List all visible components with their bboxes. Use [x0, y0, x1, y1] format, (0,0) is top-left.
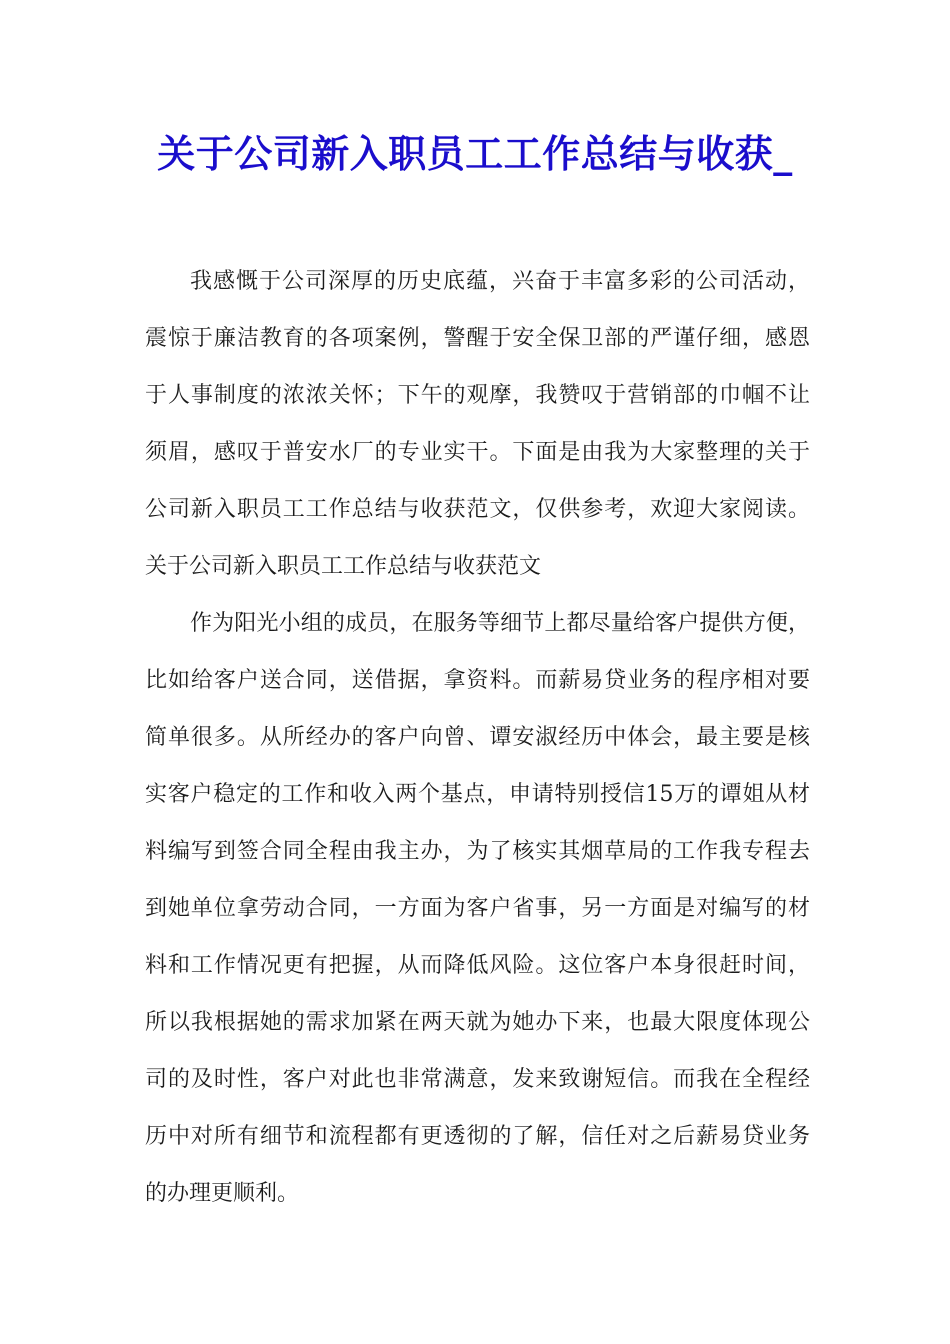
body-line-8: 所以我根据她的需求加紧在两天就为她办下来，也最大限度体现公 [145, 1010, 810, 1035]
body-line-6: 到她单位拿劳动合同，一方面为客户省事，另一方面是对编写的材 [145, 896, 810, 921]
body-line-4: 实客户稳定的工作和收入两个基点，申请特别授信15万的谭姐从材 [145, 782, 810, 807]
body-line-1: 作为阳光小组的成员，在服务等细节上都尽量给客户提供方便， [190, 611, 810, 636]
document-title: 关于公司新入职员工工作总结与收获_ [157, 131, 793, 176]
section-heading: 关于公司新入职员工工作总结与收获范文 [145, 554, 542, 579]
body-line-10: 历中对所有细节和流程都有更透彻的了解，信任对之后薪易贷业务 [145, 1124, 810, 1149]
intro-line-3: 于人事制度的浓浓关怀；下午的观摩，我赞叹于营销部的巾帼不让 [145, 383, 810, 408]
intro-line-1: 我感慨于公司深厚的历史底蕴，兴奋于丰富多彩的公司活动， [190, 269, 810, 294]
intro-line-4: 须眉，感叹于普安水厂的专业实干。下面是由我为大家整理的关于 [145, 440, 810, 465]
body-line-11: 的办理更顺利。 [145, 1181, 300, 1206]
intro-line-5: 公司新入职员工工作总结与收获范文，仅供参考，欢迎大家阅读。 [145, 497, 810, 522]
body-line-5: 料编写到签合同全程由我主办，为了核实其烟草局的工作我专程去 [145, 839, 810, 864]
body-line-2: 比如给客户送合同，送借据，拿资料。而薪易贷业务的程序相对要 [145, 668, 810, 693]
body-line-3: 简单很多。从所经办的客户向曾、谭安淑经历中体会，最主要是核 [145, 725, 810, 750]
intro-line-2: 震惊于廉洁教育的各项案例，警醒于安全保卫部的严谨仔细，感恩 [145, 326, 810, 351]
body-line-9: 司的及时性，客户对此也非常满意，发来致谢短信。而我在全程经 [145, 1067, 810, 1092]
body-line-7: 料和工作情况更有把握，从而降低风险。这位客户本身很赶时间， [145, 953, 810, 978]
